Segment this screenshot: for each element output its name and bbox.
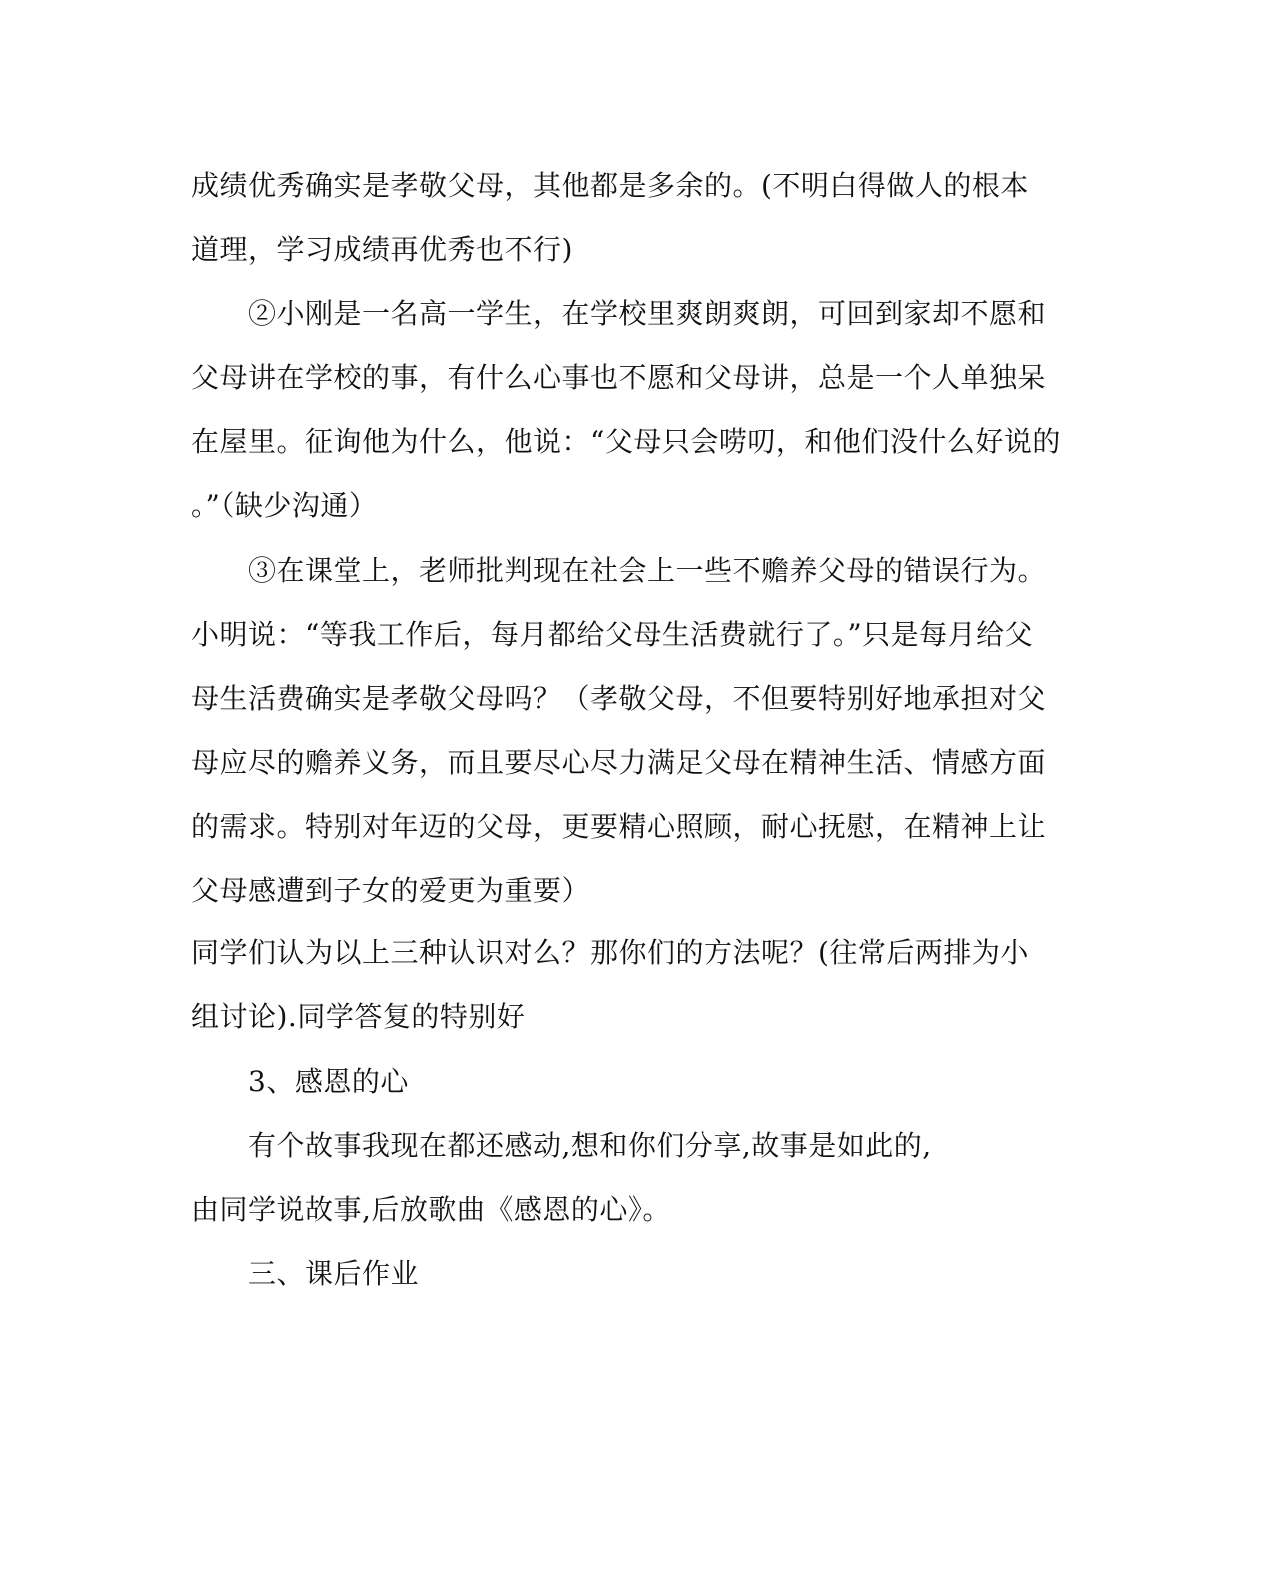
- section-heading: 三、课后作业: [248, 1257, 420, 1290]
- text-line: 在屋里。征询他为什么，他说：“父母只会唠叨，和他们没什么好说的: [191, 425, 1061, 458]
- story-intro-line: 有个故事我现在都还感动,想和你们分享,故事是如此的,: [248, 1129, 932, 1162]
- text-line: 道理，学习成绩再优秀也不行): [191, 233, 573, 266]
- text-line: 组讨论).同学答复的特别好: [191, 1000, 526, 1033]
- text-line: 由同学说故事,后放歌曲《感恩的心》。: [191, 1193, 671, 1226]
- text-line: 母应尽的赡养义务，而且要尽心尽力满足父母在精神生活、情感方面: [191, 746, 1047, 779]
- text-line: 母生活费确实是孝敬父母吗？（孝敬父母，不但要特别好地承担对父: [191, 682, 1047, 715]
- text-line: 。”（缺少沟通）: [191, 489, 378, 522]
- section-heading: 3、感恩的心: [248, 1065, 409, 1098]
- text-line: 小明说：“等我工作后，每月都给父母生活费就行了。”只是每月给父: [191, 618, 1034, 651]
- paragraph-3-start: ③在课堂上，老师批判现在社会上一些不赡养父母的错误行为。: [248, 554, 1047, 587]
- text-line: 父母感遭到子女的爱更为重要）: [191, 874, 591, 907]
- paragraph-2-start: ②小刚是一名高一学生，在学校里爽朗爽朗，可回到家却不愿和: [248, 297, 1047, 330]
- text-line: 成绩优秀确实是孝敬父母，其他都是多余的。(不明白得做人的根本: [191, 169, 1029, 202]
- text-line: 的需求。特别对年迈的父母，更要精心照顾，耐心抚慰，在精神上让: [191, 810, 1047, 843]
- text-line: 父母讲在学校的事，有什么心事也不愿和父母讲，总是一个人单独呆: [191, 361, 1047, 394]
- question-line: 同学们认为以上三种认识对么？那你们的方法呢？(往常后两排为小: [191, 936, 1029, 969]
